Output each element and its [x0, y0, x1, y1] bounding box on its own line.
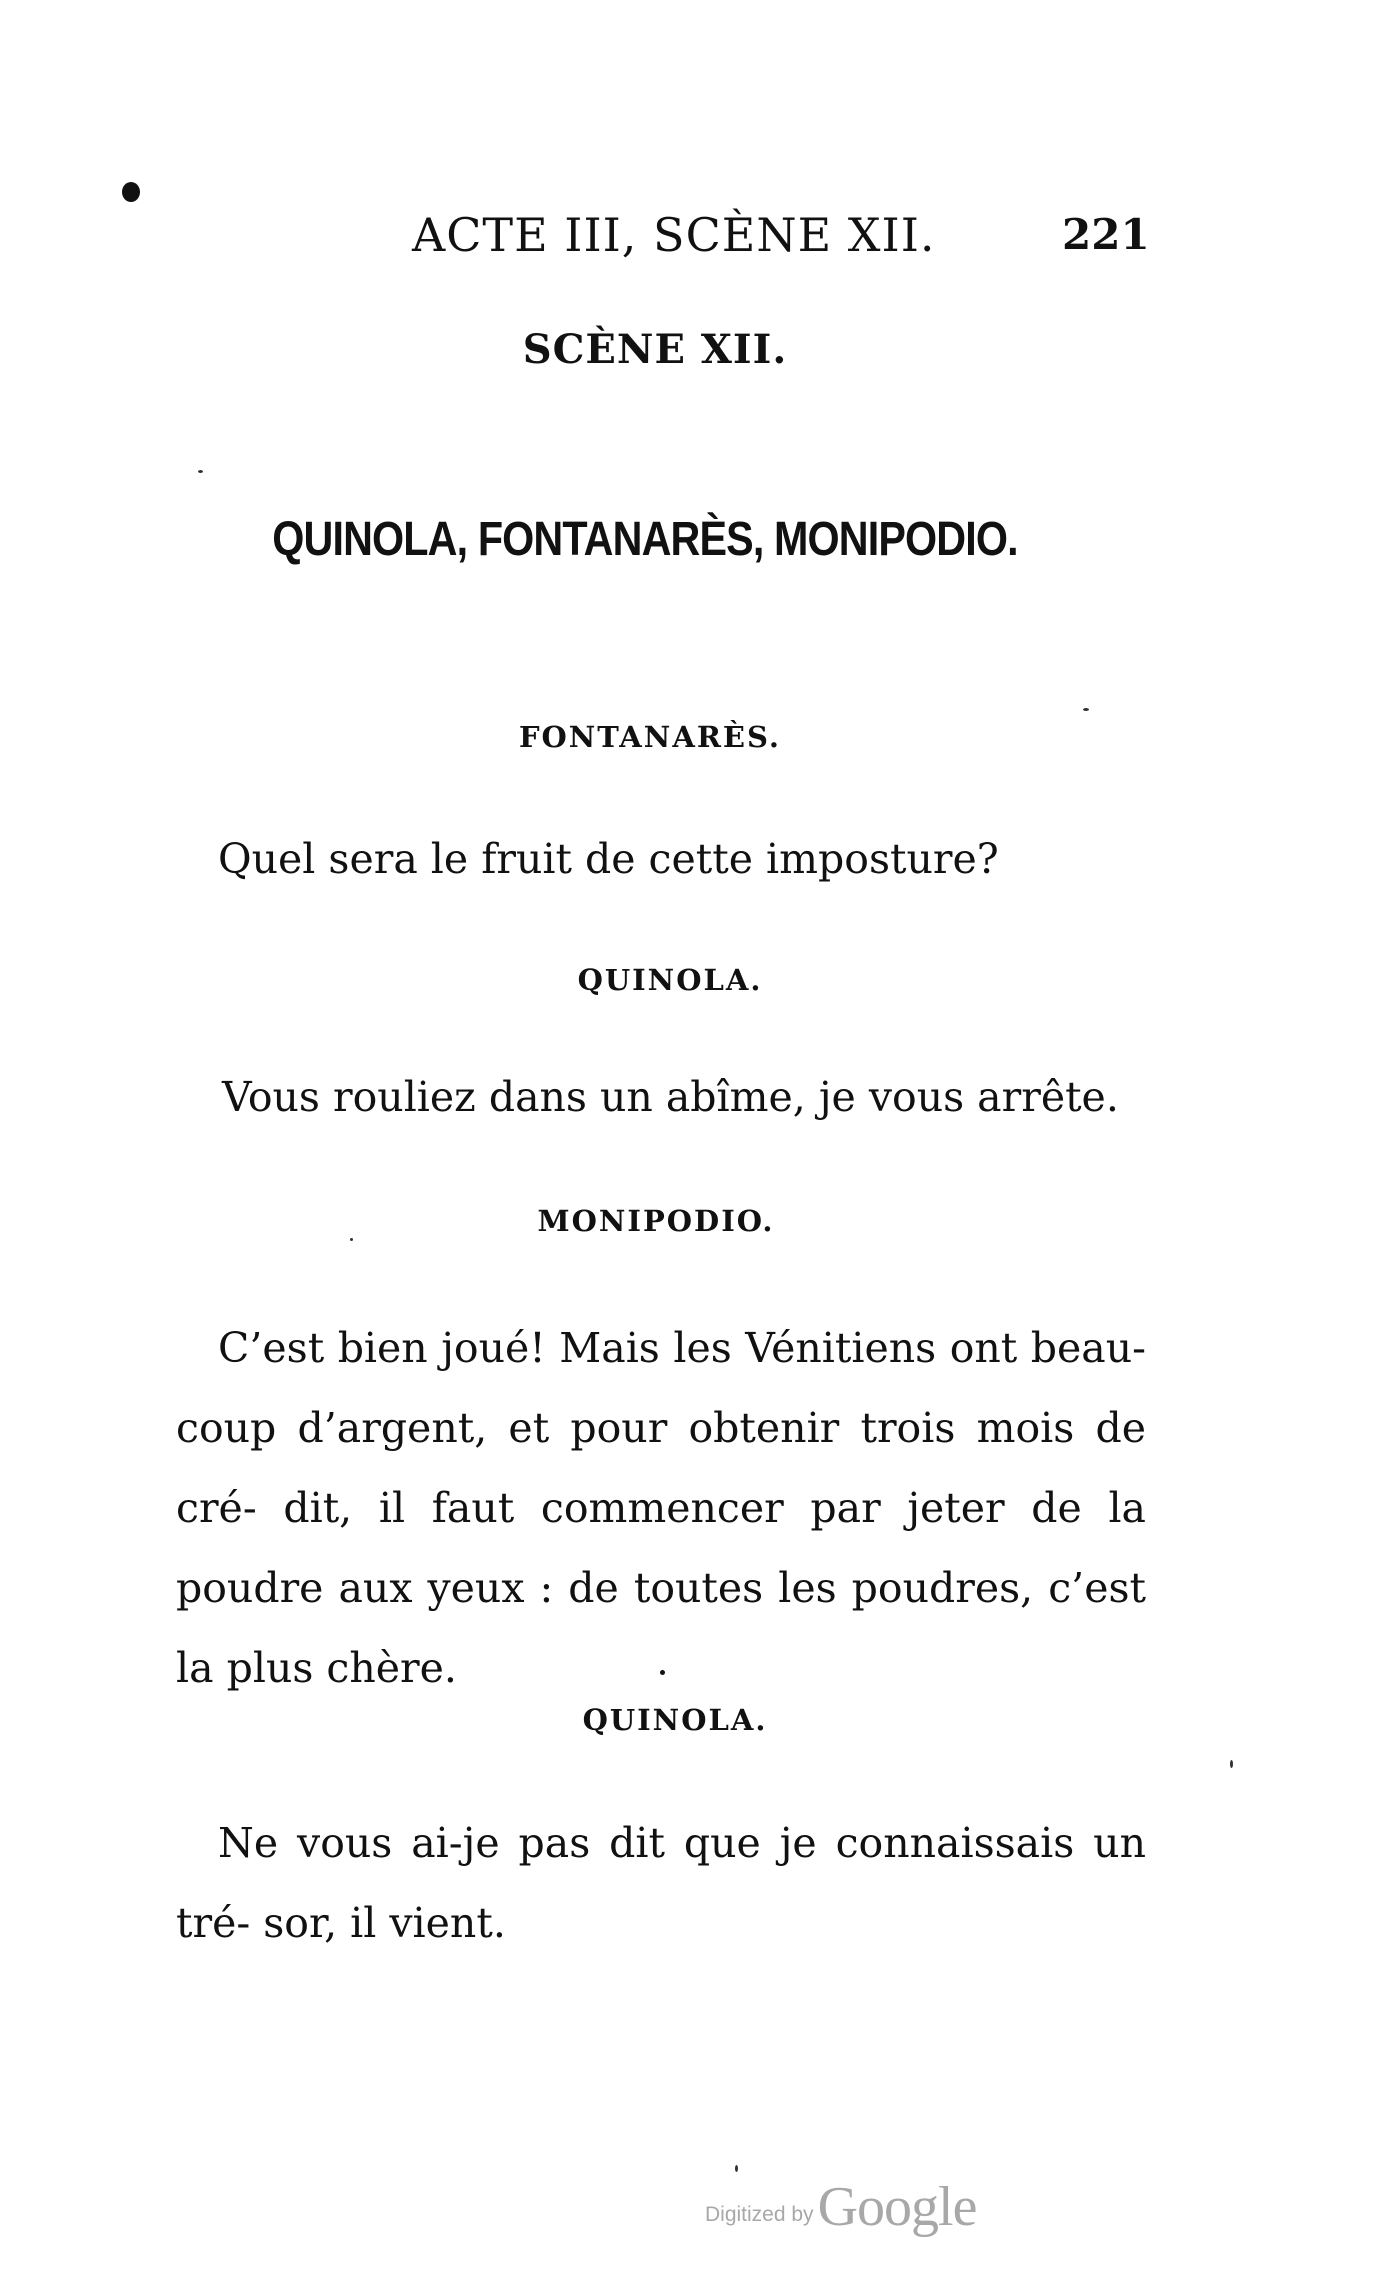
- dialogue-line: coup d’argent, et pour obtenir trois mois de cré-: [176, 1404, 1146, 1532]
- dialogue-line: Quel sera le fruit de cette imposture?: [218, 835, 999, 883]
- speaker-name: FONTANARÈS.: [518, 720, 782, 754]
- scene-title: SCÈNE XII.: [522, 326, 788, 373]
- dialogue-line: Vous rouliez dans un abîme, je vous arrête.: [222, 1073, 1119, 1121]
- dialogue-paragraph: [176, 1308, 1146, 1708]
- character-list: QUINOLA, FONTANARÈS, MONIPODIO.: [272, 513, 1018, 566]
- google-logo: Google: [817, 2176, 977, 2238]
- speaker-name: MONIPODIO.: [537, 1204, 775, 1238]
- speaker-name: QUINOLA.: [577, 963, 763, 997]
- dialogue-line: Ne vous ai-je pas dit que je connaissais un tré-: [176, 1819, 1146, 1947]
- digitized-label: Digitized by: [705, 2203, 814, 2226]
- dialogue-paragraph: [176, 1803, 1146, 1963]
- scan-speck: [735, 2165, 738, 2172]
- dialogue-line: dit, il faut commencer par jeter de la poudre aux: [176, 1484, 1146, 1612]
- scan-speck: [1083, 708, 1089, 711]
- dialogue-line: yeux : de toutes les poudres, c’est la plus chère.: [176, 1564, 1146, 1692]
- scan-speck: [122, 182, 140, 202]
- scan-speck: [1230, 1760, 1233, 1768]
- page-number: 221: [1062, 210, 1150, 259]
- dialogue-line: C’est bien joué! Mais les Vénitiens ont beau-: [218, 1324, 1146, 1372]
- scan-speck: [198, 470, 203, 473]
- dialogue-line: sor, il vient.: [263, 1899, 506, 1947]
- running-header: ACTE III, SCÈNE XII.: [412, 208, 936, 262]
- speaker-name: QUINOLA.: [582, 1703, 768, 1737]
- scan-speck: [350, 1238, 353, 1241]
- digitized-by-watermark: [705, 2175, 976, 2239]
